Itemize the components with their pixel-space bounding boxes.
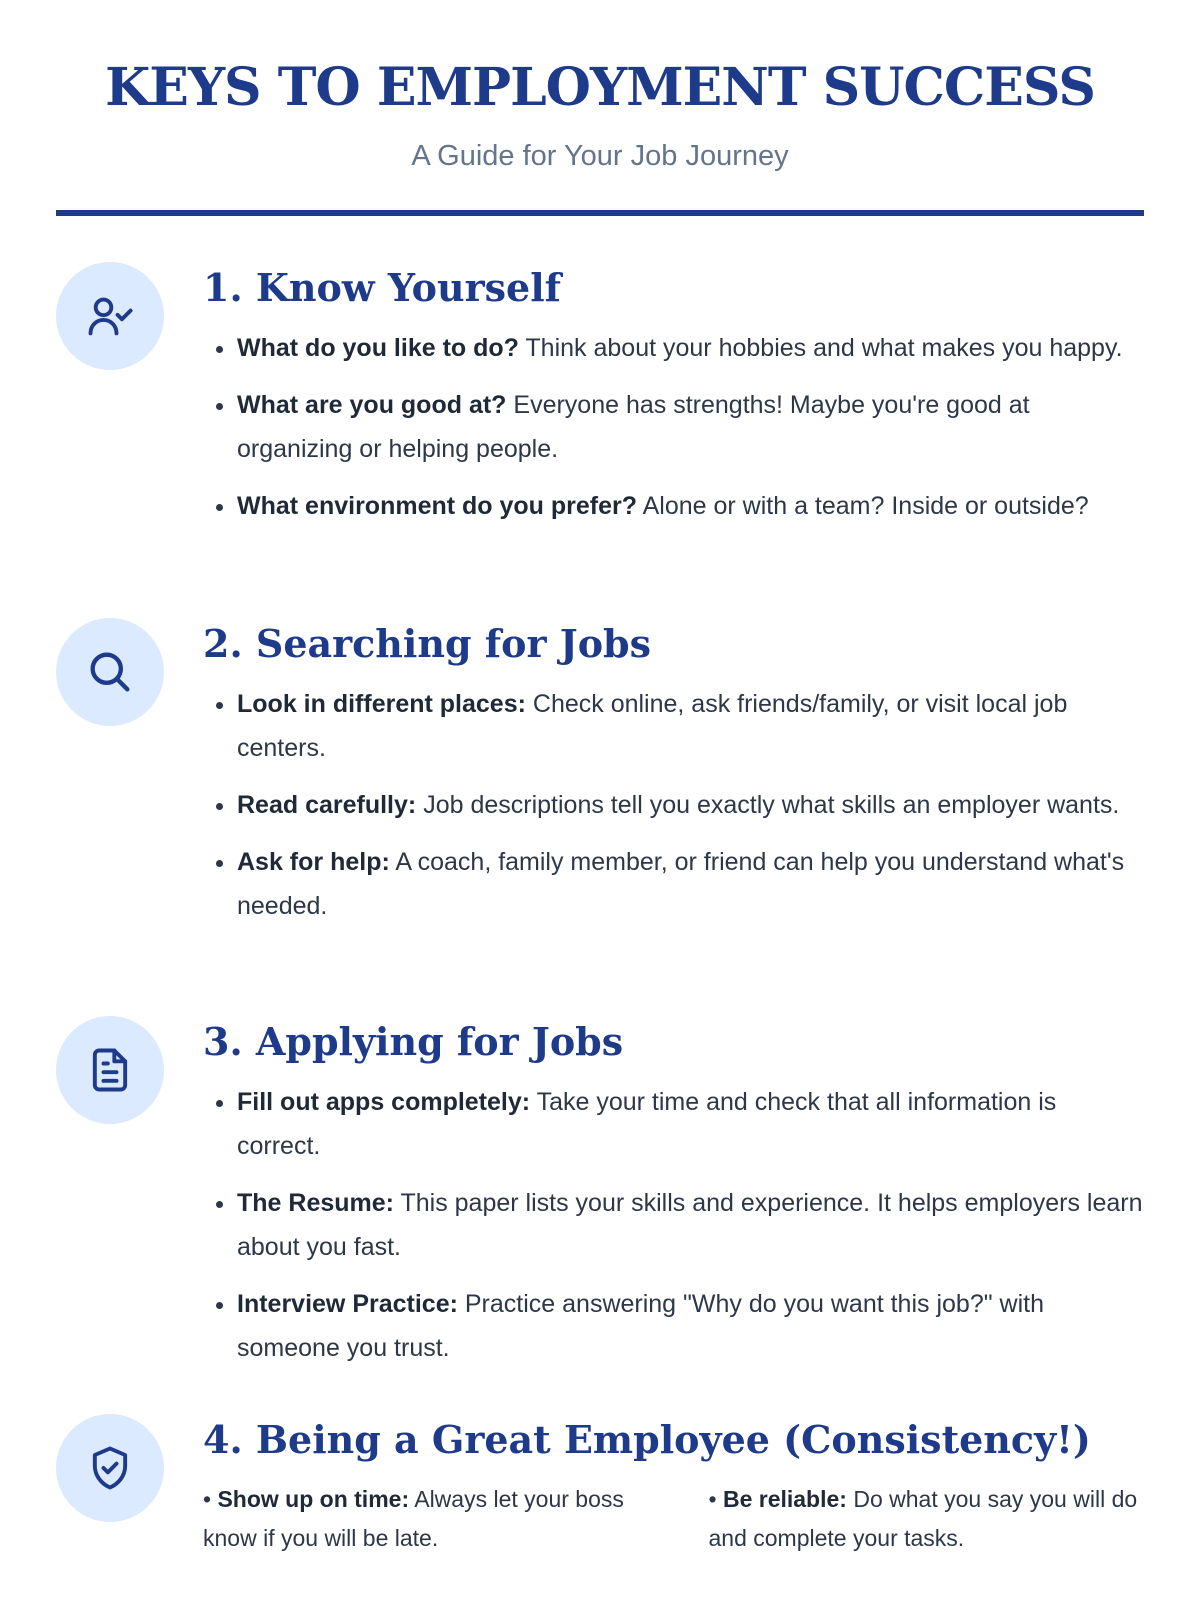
- item-lead: What do you like to do?: [237, 334, 519, 362]
- section-title: 4. Being a Great Employee (Consistency!): [203, 1417, 1091, 1462]
- item-lead: Ask for help:: [237, 848, 390, 876]
- item-lead: Read carefully:: [237, 791, 417, 819]
- list-item: [237, 1282, 1144, 1370]
- section-content: [203, 1414, 1144, 1558]
- item-lead: Look in different places:: [237, 690, 526, 718]
- page-title: KEYS TO EMPLOYMENT SUCCESS: [105, 57, 1095, 118]
- section-know-yourself: [56, 262, 1144, 541]
- item-text: Practice answering "Why do you want this job?" with someone you trust.: [237, 1290, 1045, 1362]
- item-lead: Be reliable:: [722, 1486, 847, 1512]
- page-header: [56, 0, 1144, 216]
- section-searching-for-jobs: [56, 618, 1144, 941]
- search-icon: [56, 618, 164, 726]
- section-content: [203, 1016, 1144, 1370]
- header-divider: [56, 210, 1144, 216]
- item-lead: Fill out apps completely:: [237, 1088, 531, 1116]
- item-text: Think about your hobbies and what makes you happy.: [518, 334, 1123, 362]
- section-content: [203, 618, 1144, 928]
- list-item: [237, 840, 1144, 928]
- item-text: A coach, family member, or friend can help you understand what's needed.: [237, 848, 1125, 920]
- item-text: This paper lists your skills and experience. It helps employers learn about you fast.: [237, 1189, 1143, 1261]
- section-title: 2. Searching for Jobs: [203, 621, 652, 666]
- item-text: Always let your boss know if you will be late.: [203, 1486, 624, 1551]
- section-title: 3. Applying for Jobs: [203, 1019, 624, 1064]
- list-item: [237, 383, 1144, 471]
- item-text: Do what you say you will do and complete your tasks.: [708, 1486, 1138, 1551]
- item-lead: Interview Practice:: [237, 1290, 458, 1318]
- two-column-list: [203, 1480, 1144, 1558]
- section-being-a-great-employee: [56, 1414, 1144, 1558]
- section-list: [203, 682, 1144, 928]
- bullet-glyph: •: [203, 1486, 212, 1512]
- item-text: Take your time and check that all information is correct.: [237, 1088, 1057, 1160]
- item-text: Alone or with a team? Inside or outside?: [637, 492, 1089, 520]
- list-item: [237, 682, 1144, 770]
- list-item: [237, 783, 1144, 827]
- section-title: 1. Know Yourself: [203, 265, 562, 310]
- page-subtitle: A Guide for Your Job Journey: [411, 140, 789, 172]
- item-text: Everyone has strengths! Maybe you're good at organizing or helping people.: [237, 391, 1030, 463]
- list-item: [237, 326, 1144, 370]
- section-list: [203, 1080, 1144, 1370]
- person-check-icon: [56, 262, 164, 370]
- item-lead: Show up on time:: [217, 1486, 410, 1512]
- list-item: [203, 1480, 639, 1558]
- item-lead: What environment do you prefer?: [237, 492, 638, 520]
- item-text: Check online, ask friends/family, or visit local job centers.: [237, 690, 1068, 762]
- section-list: [203, 326, 1144, 528]
- bullet-glyph: •: [708, 1486, 717, 1512]
- list-item: [709, 1480, 1145, 1558]
- document-icon: [56, 1016, 164, 1124]
- section-content: [203, 262, 1144, 528]
- item-lead: What are you good at?: [237, 391, 507, 419]
- item-lead: The Resume:: [237, 1189, 394, 1217]
- list-item: [237, 1080, 1144, 1168]
- list-item: [237, 484, 1144, 528]
- section-applying-for-jobs: [56, 1016, 1144, 1383]
- list-item: [237, 1181, 1144, 1269]
- item-text: Job descriptions tell you exactly what skills an employer wants.: [416, 791, 1120, 819]
- shield-check-icon: [56, 1414, 164, 1522]
